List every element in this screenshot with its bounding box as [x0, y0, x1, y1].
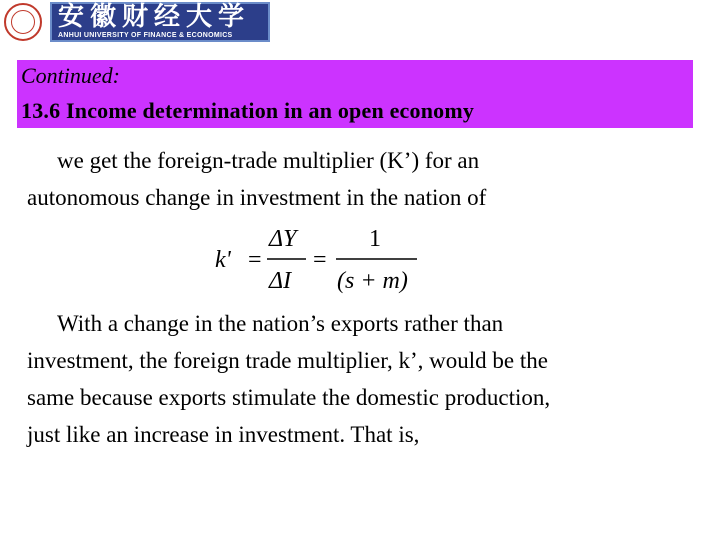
- university-seal-icon: [4, 3, 42, 41]
- formula-denominator-2: (s + m): [337, 268, 408, 294]
- logo-chinese-name: 安徽财经大学: [58, 2, 251, 32]
- continued-label: Continued:: [21, 63, 120, 88]
- paragraph-line: investment, the foreign trade multiplier, k’, would be the: [27, 348, 548, 373]
- paragraph-line: With a change in the nation’s exports rather than: [57, 311, 504, 336]
- formula-numerator-2: 1: [369, 226, 381, 252]
- logo-english-name: ANHUI UNIVERSITY OF FINANCE & ECONOMICS: [58, 32, 233, 39]
- paragraph-intro: [27, 142, 707, 216]
- slide-title: 13.6 Income determination in an open economy: [21, 98, 475, 123]
- formula-denominator-1: ΔI: [269, 268, 292, 294]
- paragraph-exports: [27, 305, 707, 453]
- university-logo: [0, 0, 280, 44]
- paragraph-line: autonomous change in investment in the nation of: [27, 185, 487, 210]
- paragraph-line: same because exports stimulate the domestic production,: [27, 385, 551, 410]
- paragraph-line: just like an increase in investment. That is,: [27, 422, 420, 447]
- formula-numerator-1: ΔY: [269, 226, 297, 252]
- paragraph-line: we get the foreign-trade multiplier (K’) for an: [57, 148, 480, 173]
- formula-equals-2: =: [313, 247, 327, 273]
- multiplier-formula: [213, 222, 423, 298]
- formula-lhs: k': [215, 247, 231, 273]
- formula-equals-1: =: [248, 247, 262, 273]
